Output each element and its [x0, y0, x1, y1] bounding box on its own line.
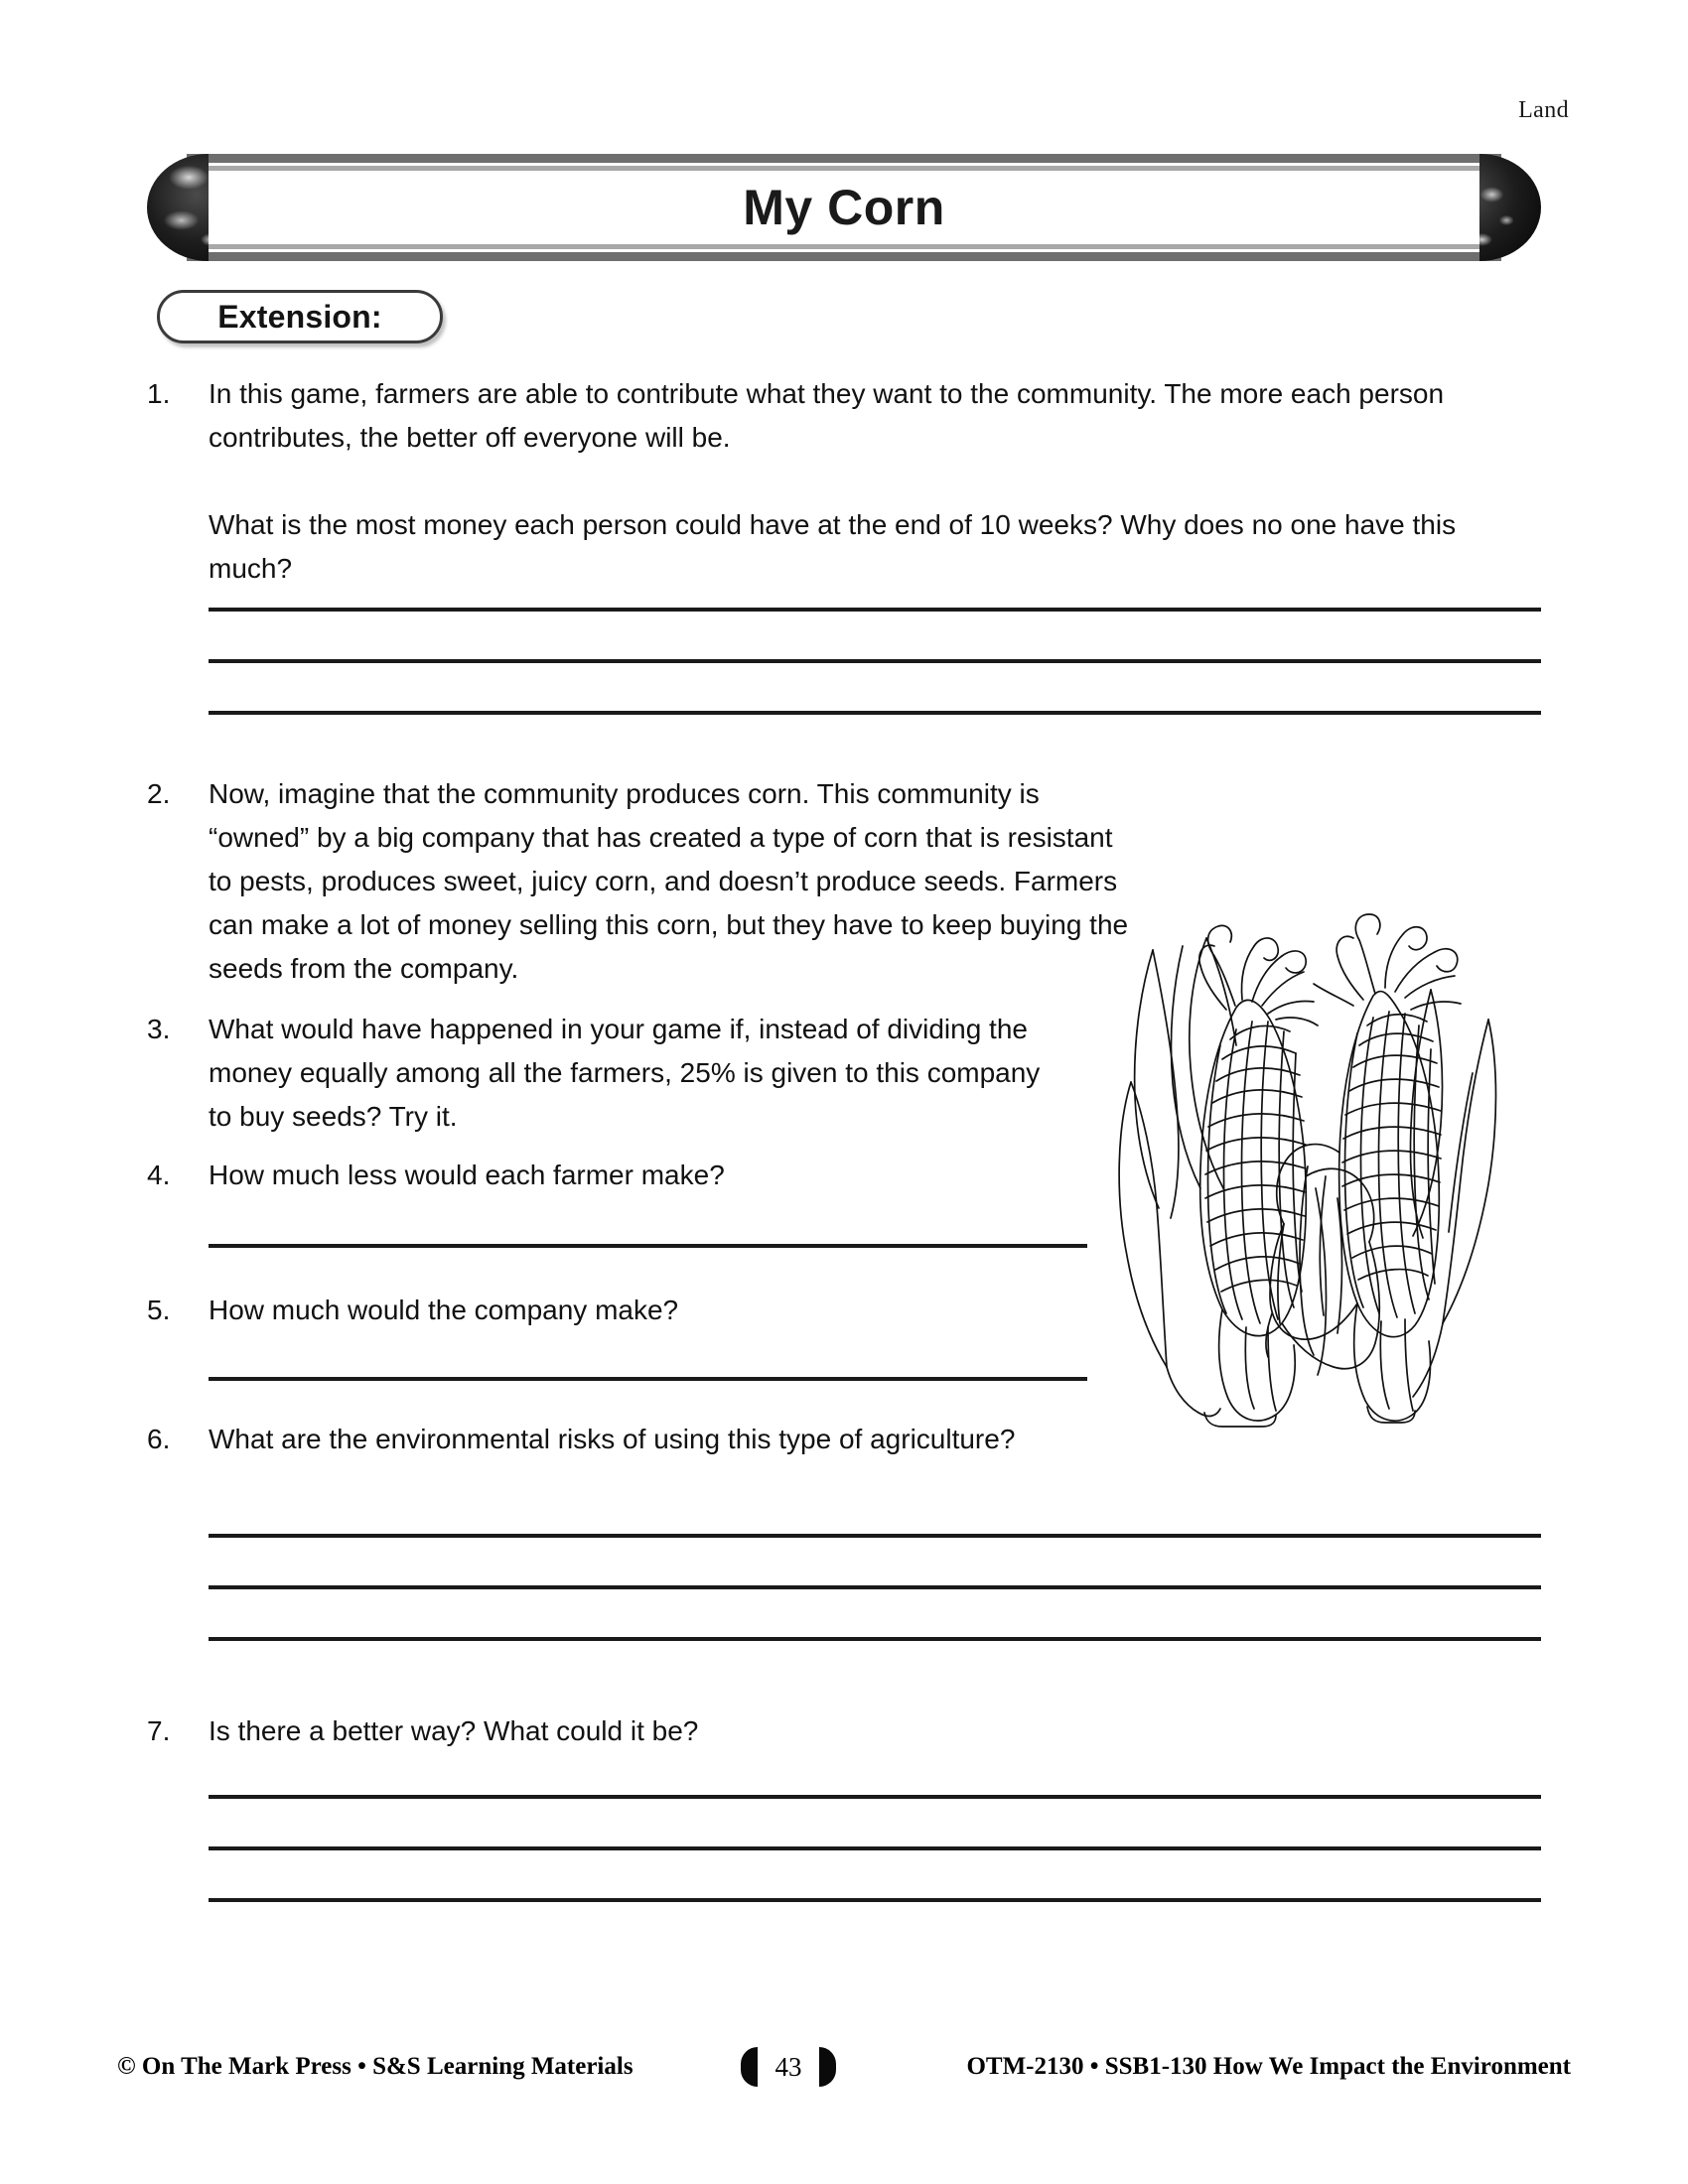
answer-line[interactable] [209, 1244, 1087, 1248]
question-text: Is there a better way? What could it be? [209, 1715, 699, 1746]
answer-lines-7 [209, 1795, 1541, 1902]
answer-lines-1 [209, 608, 1541, 715]
footer-publisher: © On The Mark Press • S&S Learning Materials [117, 2053, 633, 2080]
question-5 [147, 1289, 1070, 1332]
answer-line[interactable] [209, 1846, 1541, 1850]
question-text-followup: What is the most money each person could have at the end of 10 weeks? Why does no one have this much? [209, 509, 1457, 584]
question-4 [147, 1154, 1070, 1197]
answer-line[interactable] [209, 1637, 1541, 1641]
question-text: How much would the company make? [209, 1295, 679, 1325]
question-number: 4. [147, 1160, 171, 1190]
question-text: In this game, farmers are able to contribute what they want to the community. The more each person contributes, the better off everyone will be. [209, 378, 1445, 453]
answer-line[interactable] [209, 608, 1541, 612]
page-title: My Corn [743, 180, 945, 235]
question-3 [147, 1008, 1070, 1139]
answer-line[interactable] [209, 1377, 1087, 1381]
question-text: How much less would each farmer make? [209, 1160, 725, 1190]
section-label: Land [1518, 97, 1569, 123]
title-banner [147, 154, 1541, 261]
question-text: What would have happened in your game if, instead of dividing the money equally among all the farmers, 25% is given to this company to buy seeds? Try it. [209, 1014, 1041, 1132]
question-6 [147, 1418, 1070, 1461]
answer-line[interactable] [209, 711, 1541, 715]
page-number-group [741, 2047, 836, 2087]
question-2 [147, 772, 1140, 991]
question-text: Now, imagine that the community produces corn. This community is “owned” by a big company that has created a type of corn that is resistant to pests, produces sweet, juicy corn, and doesn’t produce seeds. Farmers can make a lot of money selling this corn, but they have to keep buying the seeds from the company. [209, 778, 1129, 984]
footer-product-code: OTM-2130 • SSB1-130 How We Impact the Environment [966, 2053, 1571, 2080]
question-text: What are the environmental risks of using this type of agriculture? [209, 1424, 1016, 1454]
question-1 [147, 372, 1541, 591]
answer-line[interactable] [209, 1534, 1541, 1538]
answer-line[interactable] [209, 1795, 1541, 1799]
corn-illustration [1087, 879, 1524, 1434]
answer-lines-6 [209, 1534, 1541, 1641]
answer-lines-5 [209, 1377, 1087, 1381]
answer-lines-4 [209, 1244, 1087, 1248]
question-number: 2. [147, 778, 171, 809]
question-number: 6. [147, 1424, 171, 1454]
question-number: 3. [147, 1014, 171, 1044]
page-number: 43 [774, 2051, 802, 2082]
answer-line[interactable] [209, 659, 1541, 663]
question-7 [147, 1709, 1239, 1753]
half-disc-left-icon [741, 2047, 758, 2087]
page-footer [0, 2047, 1688, 2093]
question-number: 5. [147, 1295, 171, 1325]
question-number: 7. [147, 1715, 171, 1746]
extension-badge [157, 290, 443, 343]
answer-line[interactable] [209, 1585, 1541, 1589]
extension-label: Extension: [217, 298, 382, 335]
half-disc-right-icon [819, 2047, 836, 2087]
answer-line[interactable] [209, 1898, 1541, 1902]
question-number: 1. [147, 378, 171, 409]
